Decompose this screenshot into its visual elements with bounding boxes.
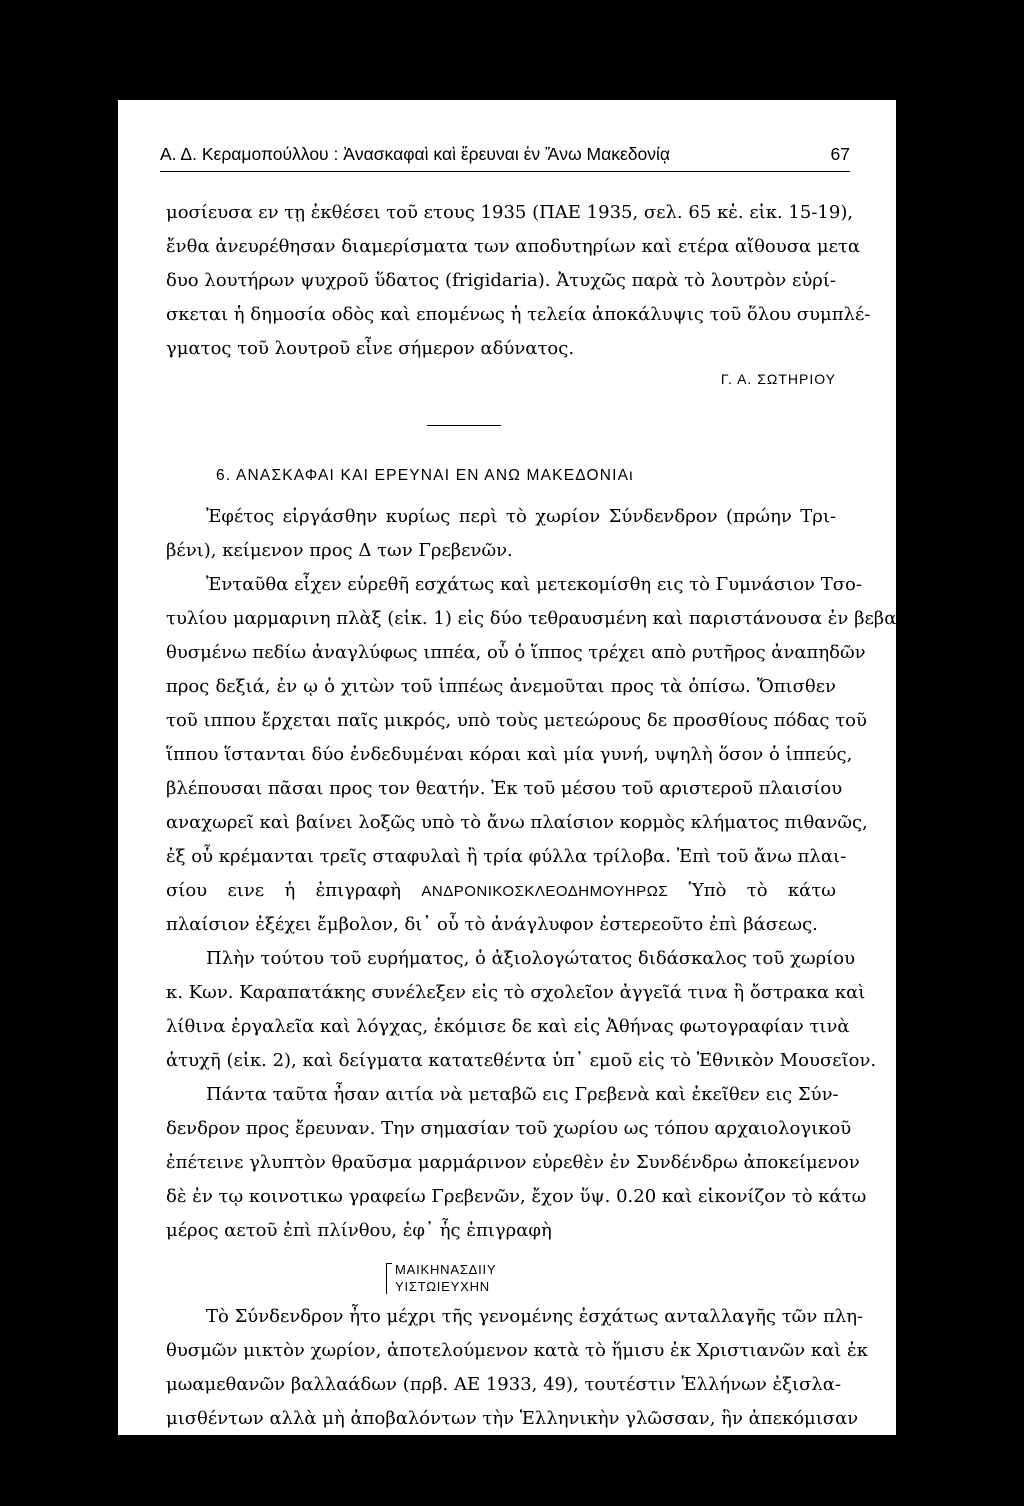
text-line: κ. Κων. Καραπατάκης συνέλεξεν εἰς τὸ σχολεῖον ἀγγεῖά τινα ἢ ὄστρακα καὶ [166,982,866,1003]
section-divider [427,425,501,426]
text-line: γματος τοῦ λουτροῦ εἶνε σήμερον αδύνατος. [166,338,575,359]
text-line: βένι), κείμενον προς Δ των Γρεβενῶν. [166,540,513,561]
inline-text: Ὑπὸ τὸ κάτω [688,880,836,901]
text-line: λίθινα ἐργαλεῖα καὶ λόγχας, ἐκόμισε δε καὶ εἰς Ἀθήνας φωτογραφίαν τινὰ [166,1016,850,1037]
text-line: θυσμένω πεδίω ἀναγλύφως ιππέα, οὗ ὁ ἵππος τρέχει απὸ ρυτῆρος ἀναπηδῶν [166,642,866,663]
text-line: ἔνθα ἀνευρέθησαν διαμερίσματα των αποδυτηρίων καὶ ετέρα αἴθουσα μετα [166,236,861,257]
text-line: μισθέντων αλλὰ μὴ ἀποβαλόντων τὴν Ἑλληνικὴν γλῶσσαν, ἣν ἀπεκόμισαν [166,1408,859,1429]
text-line: τυλίου μαρμαρινη πλὰξ (εἰκ. 1) εἰς δύο τεθραυσμένη καὶ παριστάνουσα ἐν βεβα- [166,608,903,629]
header-title: Α. Δ. Κεραμοπούλλου : Ἀνασκαφαὶ καὶ ἔρευναι ἐν Ἄνω Μακεδονίᾳ [160,144,670,164]
page-number: 67 [830,144,850,164]
text-line: προς δεξιά, ἐν ῳ ὁ χιτὼν τοῦ ἱππέως ἀνεμοῦται προς τὰ ὀπίσω. Ὄπισθεν [166,676,836,697]
inscription-line: ΜΑΙΚΗΝΑΣΔΙΙΥ [395,1262,497,1277]
text-line: δὲ ἐν τῳ κοινοτικω γραφείω Γρεβενῶν, ἔχον ὕψ. 0.20 καὶ εἰκονίζον τὸ κάτω [166,1186,867,1207]
text-line: Ἐνταῦθα εἶχεν εὑρεθῆ εσχάτως καὶ μετεκομίσθη εις τὸ Γυμνάσιον Τσο- [206,574,862,595]
text-line: πλαίσιον ἐξέχει ἔμβολον, δι᾽ οὗ τὸ ἀνάγλυφον ἐστερεοῦτο ἐπὶ βάσεως. [166,914,818,935]
text-line: ἵππου ἵστανται δύο ἐνδεδυμέναι κόραι καὶ μία γυνή, υψηλὴ ὅσον ὁ ἱππεύς, [166,744,853,765]
text-line: Πάντα ταῦτα ἦσαν αιτία νὰ μεταβῶ εις Γρεβενὰ καὶ ἐκεῖθεν εις Σύν- [206,1084,839,1105]
inscription-line: ΥΙΣΤΩΙΕΥΧΗΝ [395,1279,490,1294]
text-line: τοῦ ιππου ἔρχεται παῖς μικρός, υπὸ τοὺς μετεώρους δε προσθίους πόδας τοῦ [166,710,867,731]
text-line: αναχωρεῖ καὶ βαίνει λοξῶς υπὸ τὸ ἄνω πλαίσιον κορμὸς κλήματος πιθανῶς, [166,812,868,833]
inscription-block [386,1261,496,1295]
text-line: ἐξ οὗ κρέμανται τρεῖς σταφυλαὶ ἢ τρία φύλλα τρίλοβα. Ἐπὶ τοῦ ἄνω πλαι- [166,846,847,867]
text-line: βλέπουσαι πᾶσαι προς τον θεατήν. Ἐκ τοῦ μέσου τοῦ αριστεροῦ πλαισίου [166,778,843,799]
inline-inscription: ΑΝΔΡΟΝΙΚΟΣΚΛΕΟΔΗΜΟΥΗΡΩΣ [421,883,669,900]
text-line: ἀτυχῆ (εἰκ. 2), καὶ δείγματα κατατεθέντα ὑπ᾽ εμοῦ εἰς τὸ Ἐθνικὸν Μουσεῖον. [166,1050,877,1071]
text-line: μωαμεθανῶν βαλλαάδων (πρβ. ΑΕ 1933, 49), τουτέστιν Ἑλλήνων ἐξισλα- [166,1374,842,1395]
text-line: μοσίευσα εν τῃ ἐκθέσει τοῦ ετους 1935 (ΠΑΕ 1935, σελ. 65 κἑ. εἰκ. 15-19), [166,202,854,223]
text-line: Τὸ Σύνδενδρον ἦτο μέχρι τῆς γενομένης ἐσχάτως ανταλλαγῆς τῶν πλη- [206,1306,864,1327]
text-line: μέρος αετοῦ ἐπὶ πλίνθου, ἐφ᾽ ἧς ἐπιγραφὴ [166,1220,552,1241]
inline-text: σίου εινε ἡ ἐπιγραφὴ [166,880,402,901]
text-line-with-inscription [166,881,836,902]
inscription-bracket [386,1263,392,1294]
text-line: δυο λουτήρων ψυχροῦ ὕδατος (frigidaria). Ἀτυχῶς παρὰ τὸ λουτρὸν εὑρί- [166,270,836,291]
text-line: σκεται ἡ δημοσία οδὸς καὶ επομένως ἡ τελεία ἀποκάλυψις τοῦ ὅλου συμπλέ- [166,304,871,325]
header-rule [160,171,850,172]
text-line: Ἐφέτος εἰργάσθην κυρίως περὶ τὸ χωρίον Σύνδενδρον (πρώην Τρι- [206,506,836,527]
text-line: θυσμῶν μικτὸν χωρίον, ἀποτελούμενον κατὰ τὸ ἥμισυ ἐκ Χριστιανῶν καὶ ἐκ [166,1340,868,1361]
text-line: Πλὴν τούτου τοῦ ευρήματος, ὁ ἀξιολογώτατος διδάσκαλος τοῦ χωρίου [206,948,856,969]
author-signature: Γ. Α. ΣΩΤΗΡΙΟΥ [720,371,836,387]
text-line: δενδρον προς ἔρευναν. Την σημασίαν τοῦ χωρίου ως τόπου αρχαιολογικοῦ [166,1118,852,1139]
text-line: ἐπέτεινε γλυπτὸν θραῦσμα μαρμάρινον εὑρεθὲν ἐν Συνδένδρω ἀποκείμενον [166,1152,860,1173]
section-heading: 6. ΑΝΑΣΚΑΦΑΙ ΚΑΙ ΕΡΕΥΝΑΙ ΕΝ ΑΝΩ ΜΑΚΕΔΟΝΙΑι [216,467,634,484]
